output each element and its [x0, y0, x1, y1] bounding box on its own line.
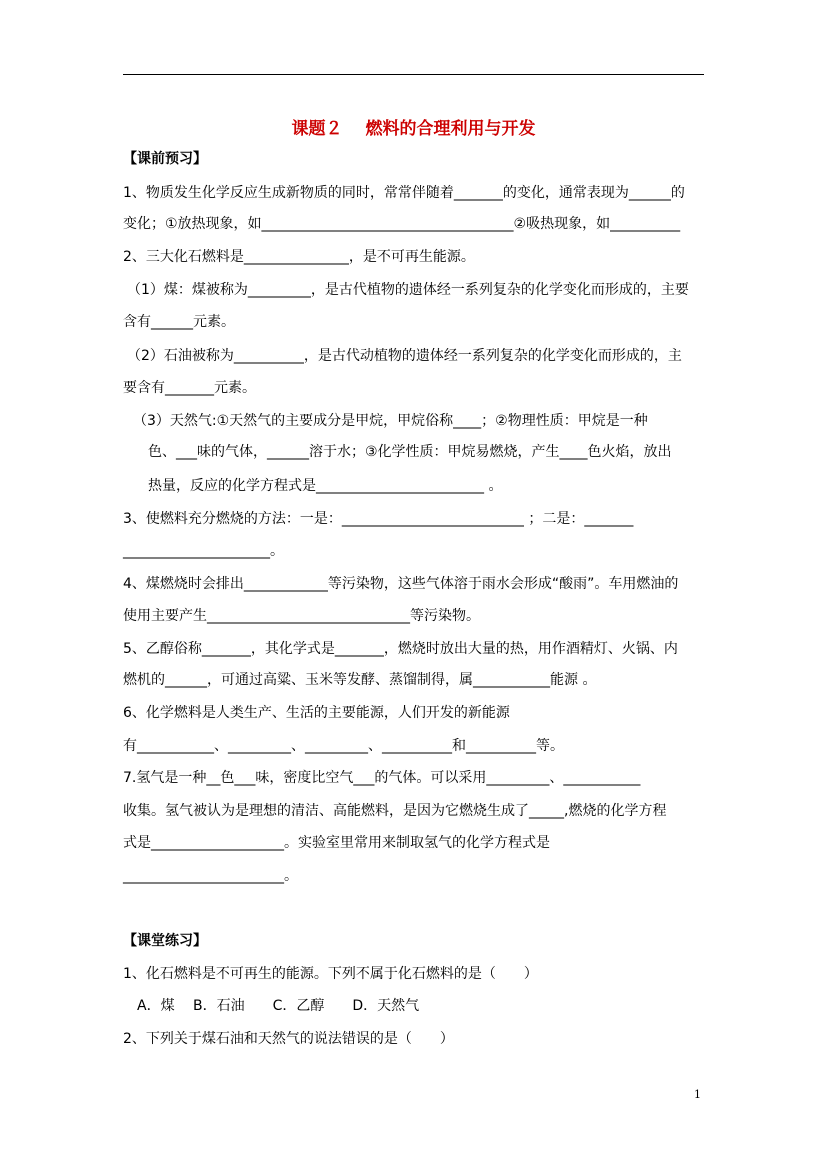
page-number: 1	[694, 1088, 701, 1101]
preview-line: （2）石油被称为__________，是古代动植物的遗体经一系列复杂的化学变化而形成的，主	[127, 348, 682, 364]
preview-line: _____________________。	[123, 543, 284, 559]
preview-line: 要含有_______元素。	[123, 380, 256, 396]
preview-line: 收集。氢气被认为是理想的清洁、高能燃料，是因为它燃烧生成了_____,燃烧的化学方程	[123, 803, 667, 819]
preview-line: 燃机的______，可通过高粱、玉米等发酵、蒸馏制得，属___________能源 。	[123, 672, 597, 688]
preview-line: 1、物质发生化学反应生成新物质的同时，常常伴随着_______的变化，通常表现为______的	[123, 185, 685, 201]
preview-line: 式是___________________。实验室里常用来制取氢气的化学方程式是	[123, 835, 550, 851]
preview-line: 变化；①放热现象，如____________________________________②吸热现象，如__________	[123, 216, 681, 232]
question-line: 1、化石燃料是不可再生的能源。下列不属于化石燃料的是（ ）	[123, 966, 538, 982]
preview-line: 6、化学燃料是人类生产、生活的主要能源，人们开发的新能源	[123, 705, 510, 721]
preview-section-header: 【课前预习】	[123, 151, 207, 167]
preview-line: 7.氢气是一种__色___味，密度比空气___的气体。可以采用_________、___________	[123, 770, 641, 786]
question-line: 2、下列关于煤石油和天然气的说法错误的是（ ）	[123, 1031, 454, 1047]
preview-line: 2、三大化石燃料是_______________，是不可再生能源。	[123, 249, 475, 265]
preview-line: 含有______元素。	[123, 314, 235, 330]
page-title: 课题２ 燃料的合理利用与开发	[291, 119, 536, 139]
preview-line: （3）天然气:①天然气的主要成分是甲烷，甲烷俗称____；②物理性质：甲烷是一种	[133, 413, 648, 429]
question-options: A．煤 B．石油 C．乙醇 D．天然气	[123, 998, 420, 1014]
preview-line: _______________________。	[123, 868, 298, 884]
preview-line: （1）煤：煤被称为_________，是古代植物的遗体经一系列复杂的化学变化而形成的，主要	[127, 282, 689, 298]
preview-line: 色、___味的气体，______溶于水；③化学性质：甲烷易燃烧，产生____色火焰，放出	[148, 444, 672, 460]
header-rule	[123, 74, 704, 75]
preview-line: 5、乙醇俗称_______，其化学式是_______，燃烧时放出大量的热，用作酒精灯、火锅、内	[123, 641, 678, 657]
preview-line: 4、煤燃烧时会排出____________等污染物，这些气体溶于雨水会形成“酸雨”。车用燃油的	[123, 576, 679, 592]
preview-line: 有___________、_________、_________、__________和__________等。	[123, 738, 564, 754]
preview-line: 热量，反应的化学方程式是________________________ 。	[148, 478, 503, 494]
preview-line: 使用主要产生_____________________________等污染物。	[123, 608, 480, 624]
class-section-header: 【课堂练习】	[123, 933, 207, 949]
preview-line: 3、使燃料充分燃烧的方法：一是：__________________________ ；二是：_______	[123, 511, 634, 527]
